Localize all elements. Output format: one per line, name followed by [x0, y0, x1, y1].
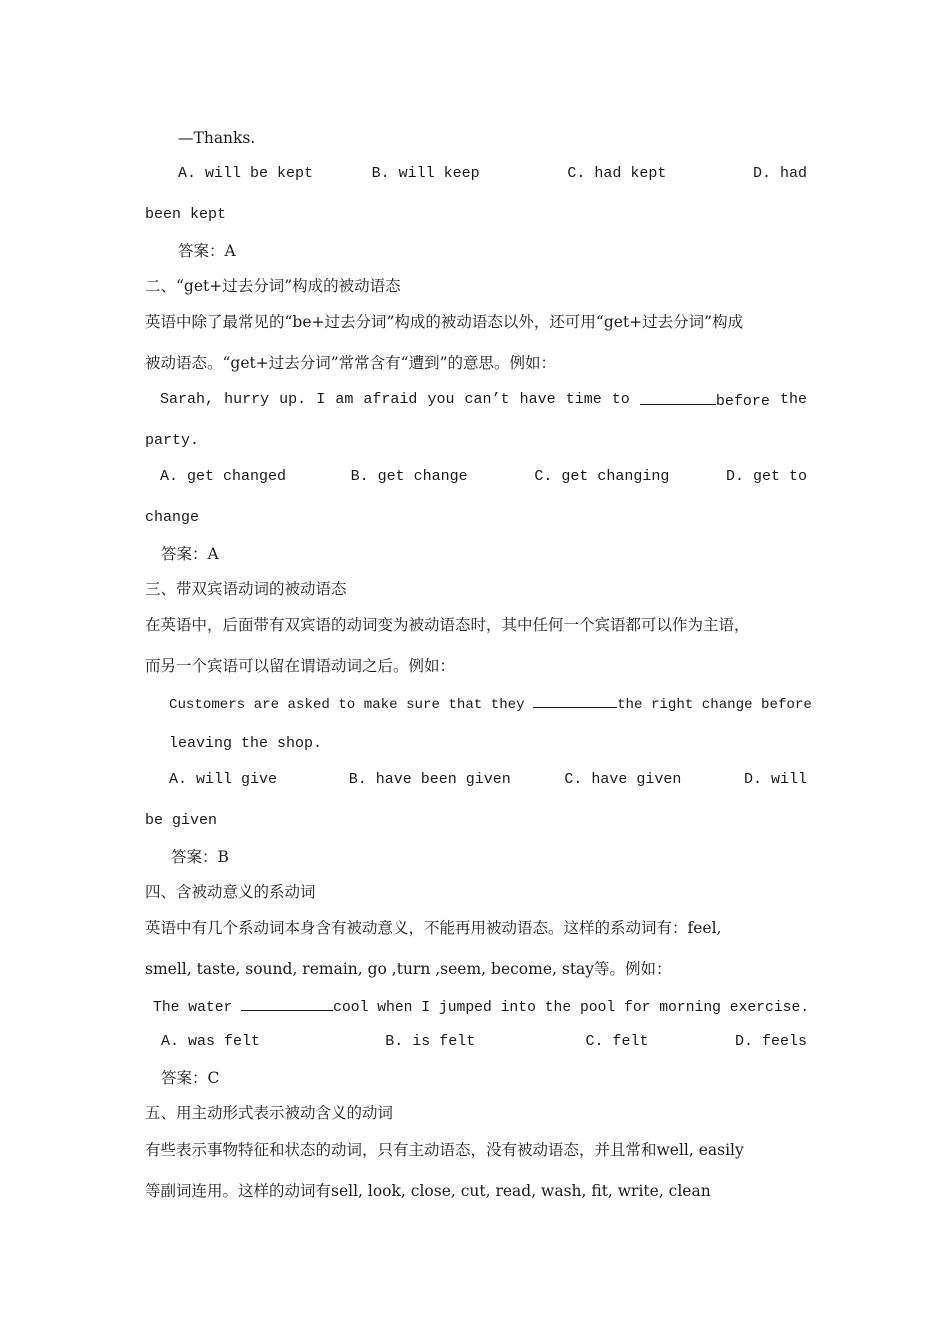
- section-2-para-line-2: 被动语态。“get+过去分词”常常含有“遭到”的意思。例如：: [145, 354, 557, 372]
- q1-option-a: A. will be kept: [178, 165, 314, 182]
- section-2-para-line-1: 英语中除了最常见的“be+过去分词”构成的被动语态以外，还可用“get+过去分词”构成: [145, 313, 744, 331]
- answer-blank: [241, 996, 333, 1011]
- s4-option-a: A. was felt: [161, 1033, 261, 1050]
- section-4-para-line-2: smell, taste, sound, remain, go ,turn ,seem, become, stay等。例如：: [145, 960, 672, 978]
- s3-options: [169, 770, 807, 790]
- s4-answer: 答案：C: [161, 1069, 220, 1087]
- section-5-para-line-1: 有些表示事物特征和状态的动词，只有主动语态，没有被动语态，并且常和well, easily: [145, 1141, 744, 1159]
- section-5-heading: 五、用主动形式表示被动含义的动词: [145, 1104, 394, 1122]
- section-5-para-line-2: 等副词连用。这样的动词有sell, look, close, cut, read, wash, fit, write, clean: [145, 1182, 711, 1200]
- s4-option-c: C. felt: [585, 1033, 649, 1050]
- q-word: up.: [279, 391, 307, 408]
- q-word: have: [519, 391, 556, 408]
- s2-option-a: A. get changed: [160, 468, 287, 485]
- q-word: I: [316, 391, 326, 408]
- s2-option-d: D. get to: [725, 468, 807, 485]
- section-3-para-line-2: 而另一个宾语可以留在谓语动词之后。例如：: [145, 657, 456, 675]
- q-text: Customers are asked to make sure that they: [169, 697, 525, 713]
- s4-option-b: B. is felt: [385, 1033, 476, 1050]
- q-word: can’t: [464, 391, 510, 408]
- q1-option-b: B. will keep: [371, 165, 480, 182]
- section-4-heading: 四、含被动意义的系动词: [145, 883, 316, 901]
- q-word: am: [335, 391, 354, 408]
- q-word: hurry: [224, 391, 270, 408]
- s2-option-c: C. get changing: [534, 468, 670, 485]
- s4-question: [153, 996, 810, 1018]
- s3-question: [169, 693, 812, 715]
- s2-option-d-cont: change: [145, 509, 200, 526]
- s2-question: [160, 390, 807, 412]
- s3-question-cont: leaving the shop.: [169, 735, 323, 752]
- s3-option-b: B. have been given: [348, 771, 511, 788]
- q-text: The water: [153, 1000, 233, 1016]
- s3-answer: 答案：B: [171, 848, 229, 866]
- q-word: before: [715, 393, 770, 410]
- q1-option-c: C. had kept: [567, 165, 667, 182]
- answer-blank: [533, 693, 617, 708]
- s2-options: [160, 467, 807, 487]
- q1-option-d: D. had: [752, 165, 807, 182]
- s2-question-cont: party.: [145, 432, 200, 449]
- q-word: you: [427, 391, 455, 408]
- q1-option-d-cont: been kept: [145, 206, 227, 223]
- s3-option-d-cont: be given: [145, 812, 218, 829]
- s3-option-a: A. will give: [169, 771, 278, 788]
- q1-answer: 答案：A: [178, 242, 236, 260]
- s2-answer: 答案：A: [161, 545, 219, 563]
- q-word: afraid: [363, 391, 418, 408]
- q-word: Sarah,: [160, 391, 215, 408]
- dialog-reply: —Thanks.: [178, 129, 256, 147]
- s4-options: [161, 1032, 807, 1052]
- section-4-para-line-1: 英语中有几个系动词本身含有被动意义，不能再用被动语态。这样的系动词有：feel,: [145, 919, 722, 937]
- s3-option-c: C. have given: [564, 771, 682, 788]
- q1-options: [178, 164, 807, 184]
- q-word: to: [611, 391, 630, 408]
- q-word: time: [565, 391, 602, 408]
- s2-option-b: B. get change: [350, 468, 468, 485]
- section-3-para-line-1: 在英语中，后面带有双宾语的动词变为被动语态时，其中任何一个宾语都可以作为主语，: [145, 616, 750, 634]
- section-2-heading: 二、“get+过去分词”构成的被动语态: [145, 277, 401, 295]
- section-3-heading: 三、带双宾语动词的被动语态: [145, 580, 347, 598]
- q-word: the: [779, 391, 807, 408]
- s4-option-d: D. feels: [734, 1033, 807, 1050]
- s3-option-d: D. will: [744, 771, 808, 788]
- answer-blank: [640, 390, 716, 405]
- q-text: the right change before: [617, 697, 812, 713]
- q-text: cool when I jumped into the pool for morning exercise.: [333, 1000, 810, 1016]
